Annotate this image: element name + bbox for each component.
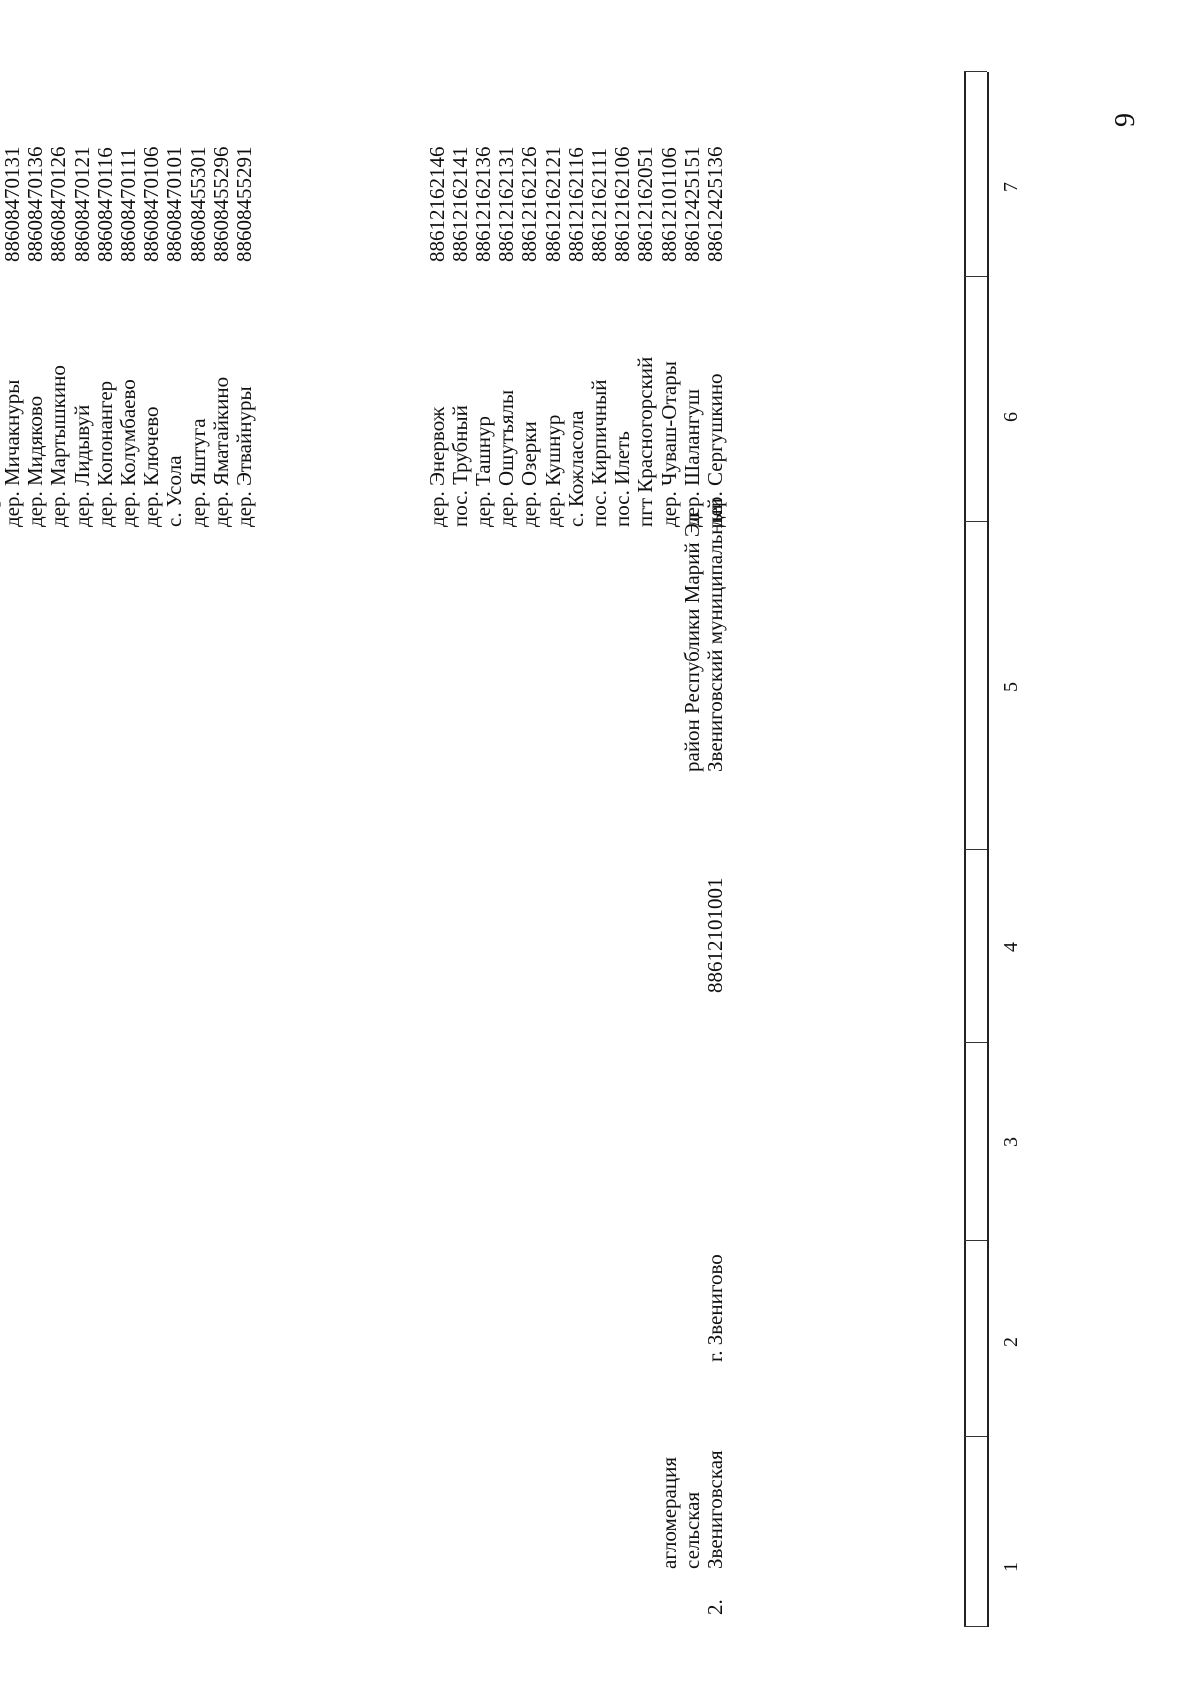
okato-code: 88612162141 <box>447 146 472 262</box>
okato-code: 88612162136 <box>471 146 495 262</box>
okato-code: 88608470101 <box>162 146 187 262</box>
okato-code: 88612162131 <box>494 146 519 262</box>
okato-code: 88612162111 <box>587 148 611 262</box>
settlement: дер. Ташнур <box>471 415 495 527</box>
okato-code: 88612162126 <box>517 146 542 262</box>
agglomeration-name-line: агломерация <box>656 1456 681 1569</box>
district-line: район Республики Марий Эл <box>679 513 704 772</box>
agglomeration-name-line: сельская <box>679 1491 704 1569</box>
okato-code <box>0 147 2 263</box>
settlement <box>0 397 2 527</box>
settlement: с. Усола <box>162 455 187 527</box>
settlement: дер. Мидяково <box>23 395 48 527</box>
okato-code: 88612162121 <box>540 146 565 262</box>
header-divider <box>964 1626 987 1627</box>
okato-code: 88612162116 <box>563 147 588 262</box>
okato-code: 88608470131 <box>0 146 24 262</box>
settlement: дер. Сергушкино <box>703 373 727 527</box>
okato-code: 88612425151 <box>679 146 704 262</box>
center-name: г. Звенигово <box>703 1254 727 1362</box>
okato-code: 88608470111 <box>116 148 140 262</box>
column-number-7: 7 <box>1000 182 1022 192</box>
settlement: дер. Мичакнуры <box>0 379 24 527</box>
okato-code: 88608455301 <box>185 146 210 262</box>
okato-code: 88612162051 <box>633 146 658 262</box>
header-divider <box>964 1240 987 1241</box>
column-number-5: 5 <box>1000 682 1022 692</box>
column-number-1: 1 <box>1000 1562 1022 1572</box>
settlement: пос. Трубный <box>447 405 472 527</box>
center-code: 88612101001 <box>703 877 727 993</box>
header-divider <box>964 1436 987 1437</box>
settlement: дер. Озерки <box>517 421 542 527</box>
row-number: 2. <box>703 1599 727 1615</box>
okato-code: 88608470136 <box>23 146 48 262</box>
settlement: дер. Лидывуй <box>69 404 94 527</box>
agglomeration-name-line: Звениговская <box>703 1450 727 1569</box>
settlement: пгт Красногорский <box>633 356 658 527</box>
settlement: пос. Кирпичный <box>587 379 611 527</box>
settlement: дер. Кушнур <box>540 414 565 527</box>
settlement: дер. Чуваш-Отары <box>656 361 681 527</box>
settlement: дер. Мартышкино <box>46 365 71 527</box>
header-divider <box>964 849 987 850</box>
okato-code: 88608455296 <box>208 146 233 262</box>
header-divider <box>964 1042 987 1043</box>
settlement: дер. Яштуга <box>185 418 210 527</box>
settlement: дер. Энервож <box>424 406 449 527</box>
okato-code: 88608455291 <box>232 146 256 262</box>
settlement: дер. Ключево <box>139 406 164 527</box>
district-line: Звениговский муниципальный <box>703 498 727 772</box>
okato-code: 88608470106 <box>139 146 164 262</box>
column-number-4: 4 <box>1000 942 1022 952</box>
page-number: 9 <box>1110 113 1141 127</box>
okato-code: 88608470116 <box>92 147 117 262</box>
okato-code: 88612162146 <box>424 146 449 262</box>
okato-code: 88612101106 <box>656 147 681 262</box>
settlement: дер. Ошутъялы <box>494 389 519 527</box>
settlement: дер. Шалангуш <box>679 388 704 527</box>
settlement: пос. Илеть <box>610 431 635 527</box>
header-top-rule <box>987 72 989 1627</box>
header-divider <box>964 521 987 522</box>
column-number-3: 3 <box>1000 1137 1022 1147</box>
settlement: дер. Копонангер <box>92 380 117 527</box>
okato-code: 88608470126 <box>46 146 71 262</box>
settlement: дер. Этвайнуры <box>232 386 256 527</box>
okato-code: 88612162106 <box>610 146 635 262</box>
settlement: с. Кожласола <box>563 410 588 527</box>
okato-code: 88608470121 <box>69 146 94 262</box>
okato-code: 88612425136 <box>703 146 727 262</box>
column-number-2: 2 <box>1000 1337 1022 1347</box>
settlement: дер. Колумбаево <box>116 379 140 527</box>
header-divider <box>964 276 987 277</box>
column-number-6: 6 <box>1000 412 1022 422</box>
settlement: дер. Яматайкино <box>208 376 233 527</box>
header-divider <box>964 71 987 72</box>
